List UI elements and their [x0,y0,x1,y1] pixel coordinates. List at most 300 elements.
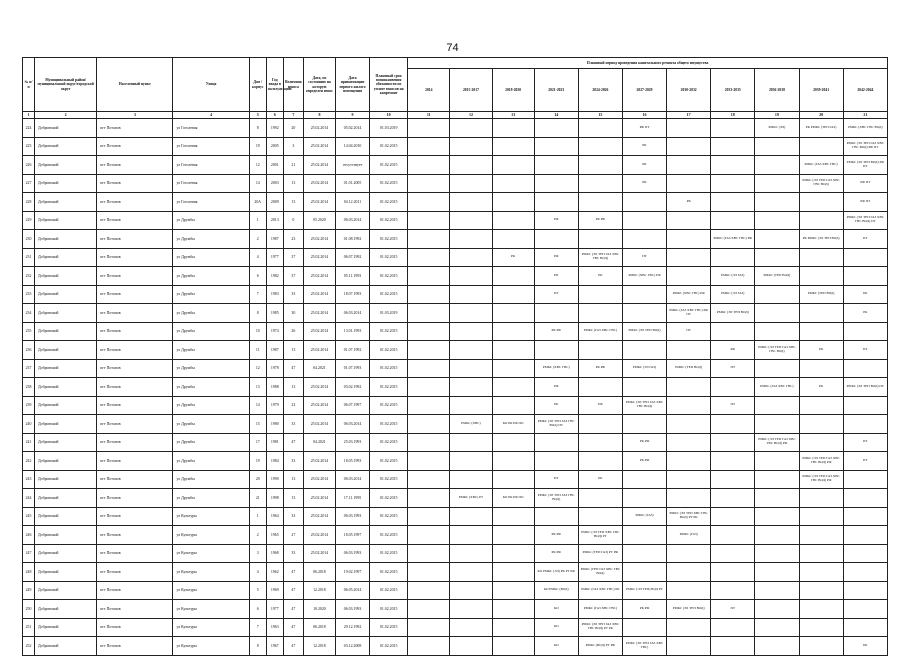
cell-num: 232 [23,267,35,286]
cell-obligation-date: 01.02.2015 [370,322,408,341]
cell-period-work [711,211,755,230]
cell-wear: 33 [283,507,303,526]
cell-period-work: РМКС (ГАЗ) [622,507,666,526]
cell-house: 4 [249,563,266,582]
cell-period-work [667,452,711,471]
cell-district: Добринский [35,507,97,526]
cell-period-work: КО [534,637,578,656]
cell-period-work: КО РК РФ ПО [492,489,534,508]
cell-settlement: пгт Потапов [97,470,173,489]
cell-period-work [450,230,492,249]
cell-period-work [408,470,450,489]
cell-period-work [755,470,799,489]
cell-num: 236 [23,341,35,360]
header-period: 2015-2017 [450,69,492,112]
cell-year-built: 2013 [266,211,283,230]
cell-num: 237 [23,359,35,378]
cell-state-date: 25.02.2014 [303,156,335,175]
cell-period-work [408,544,450,563]
cell-period-work [799,637,843,656]
cell-period-work [799,415,843,434]
cell-settlement: пгт Потапов [97,285,173,304]
cell-period-work: РМКС (ЭЛ) [755,119,799,138]
header-period: 2014 [408,69,450,112]
cell-house: 1 [249,211,266,230]
cell-period-work: РМКС (ТЕП ВОД) [667,359,711,378]
cell-state-date: 25.02.2014 [303,415,335,434]
cell-period-work: РМКС (ХВС) [450,415,492,434]
cell-period-work [622,193,666,212]
cell-period-work [450,433,492,452]
cell-period-work: РМКС (ХВС ГВС ВОД) [843,119,887,138]
cell-street: ул Дружбы [173,341,249,360]
cell-year-built: 1963 [266,618,283,637]
cell-period-work: РМКС (ГАЗ ХВС ГВС) [578,322,622,341]
cell-period-work [843,359,887,378]
cell-state-date: 25.02.2014 [303,119,335,138]
cell-period-work: РМКС (ЭЛ ТЕП ГАЗ ХВС ГВС ВОД) ПТ [843,211,887,230]
cell-privat-date: 18.05.1997 [336,526,370,545]
cell-settlement: пгт Потапов [97,637,173,656]
cell-period-work [843,248,887,267]
cell-obligation-date: 01.03.2019 [370,119,408,138]
cell-obligation-date: 01.02.2015 [370,156,408,175]
cell-period-work [534,507,578,526]
cell-period-work [622,544,666,563]
cell-house: 14 [249,174,266,193]
cell-wear: 26 [283,322,303,341]
cell-year-built: 1990 [266,470,283,489]
cell-period-work: РМКС (ЭЛ ТЕП) ВОД РТ [622,581,666,600]
cell-num: 240 [23,415,35,434]
cell-wear: 33 [283,544,303,563]
cell-obligation-date: 01.02.2015 [370,470,408,489]
cell-period-work: КО РМКС (ВОД) [534,581,578,600]
cell-period-work [450,378,492,397]
cell-house: 12 [249,156,266,175]
cell-period-work: РМКС (ТЕП ВОД) [755,267,799,286]
cell-period-work [711,119,755,138]
cell-period-work: РК РФ [578,211,622,230]
cell-period-work [667,267,711,286]
header-period: 2039-2041 [799,69,843,112]
cell-period-work [667,230,711,249]
cell-period-work [755,230,799,249]
cell-period-work [622,526,666,545]
cell-state-date: 25.02.2014 [303,489,335,508]
cell-settlement: пгт Потапов [97,489,173,508]
cell-period-work [799,211,843,230]
cell-street: ул Гоголевая [173,174,249,193]
cell-period-work [755,637,799,656]
cell-privat-date: 04.12.2011 [336,193,370,212]
cell-period-work: РК РФ [622,600,666,619]
cell-district: Добринский [35,341,97,360]
cell-period-work [843,581,887,600]
cell-period-work [408,267,450,286]
column-number: 4 [173,112,249,119]
cell-obligation-date: 01.03.2019 [370,304,408,323]
cell-num: 231 [23,248,35,267]
cell-period-work [534,156,578,175]
cell-wear: 47 [283,618,303,637]
cell-wear: 47 [283,581,303,600]
cell-obligation-date: 01.02.2015 [370,507,408,526]
cell-num: 248 [23,563,35,582]
cell-year-built: 2009 [266,193,283,212]
cell-district: Добринский [35,211,97,230]
cell-period-work [799,322,843,341]
cell-period-work: ПТ [534,285,578,304]
cell-wear: 13 [283,489,303,508]
cell-privat-date: 05.02.2014 [336,119,370,138]
cell-period-work [755,563,799,582]
cell-period-work [492,507,534,526]
cell-settlement: пгт Потапов [97,156,173,175]
cell-district: Добринский [35,137,97,156]
cell-period-work [799,248,843,267]
table-row [23,396,888,415]
cell-house: 17 [249,433,266,452]
cell-privat-date: 06.03.2014 [336,470,370,489]
cell-wear: 37 [283,248,303,267]
cell-period-work [667,396,711,415]
cell-period-work [492,433,534,452]
cell-period-work [534,230,578,249]
cell-wear: 47 [283,359,303,378]
cell-period-work [408,304,450,323]
cell-district: Добринский [35,285,97,304]
column-number: 12 [450,112,492,119]
column-number: 10 [370,112,408,119]
cell-num: 225 [23,137,35,156]
cell-period-work [799,396,843,415]
cell-period-work: РМКС (ВОД) РТ РФ [578,637,622,656]
cell-settlement: пгт Потапов [97,230,173,249]
cell-settlement: пгт Потапов [97,452,173,471]
column-number: 15 [578,112,622,119]
cell-period-work [492,137,534,156]
cell-period-work [711,581,755,600]
cell-period-work [492,119,534,138]
cell-house: 19 [249,137,266,156]
cell-district: Добринский [35,193,97,212]
cell-period-work [492,581,534,600]
cell-state-date: 25.02.2014 [303,341,335,360]
cell-period-work [711,193,755,212]
cell-obligation-date: 01.02.2015 [370,248,408,267]
cell-settlement: пгт Потапов [97,137,173,156]
cell-street: ул Гоголевая [173,156,249,175]
cell-period-work [534,452,578,471]
cell-settlement: пгт Потапов [97,119,173,138]
cell-period-work [667,470,711,489]
header-period: 2030-2032 [667,69,711,112]
cell-period-work [450,544,492,563]
cell-settlement: пгт Потапов [97,415,173,434]
cell-obligation-date: 01.02.2015 [370,174,408,193]
cell-privat-date: 18.07.1993 [336,285,370,304]
cell-year-built: 1987 [266,230,283,249]
cell-settlement: пгт Потапов [97,378,173,397]
cell-house: 8 [249,637,266,656]
cell-period-work: РМКС (ЭЛ ТЕП ГАЗ ХВС ГВС ВОД) РФ [755,433,799,452]
cell-state-date: 25.02.2014 [303,267,335,286]
cell-period-work [408,211,450,230]
cell-year-built: 1984 [266,452,283,471]
cell-obligation-date: 01.02.2015 [370,452,408,471]
cell-period-work [450,618,492,637]
cell-obligation-date: 01.02.2015 [370,563,408,582]
cell-year-built: 1968 [266,544,283,563]
cell-period-work: РК [799,378,843,397]
cell-period-work [408,174,450,193]
table-row [23,230,888,249]
cell-wear: 13 [283,174,303,193]
cell-year-built: 1985 [266,304,283,323]
cell-privat-date: отсутствует [336,156,370,175]
header-period: 2033-2035 [711,69,755,112]
cell-period-work: ПТ [711,359,755,378]
cell-house: 2 [249,230,266,249]
cell-period-work [667,119,711,138]
cell-settlement: пгт Потапов [97,304,173,323]
cell-period-work: РМКС (ЭЛ ТЕП ХВС ГВС ВОД) РТ [578,526,622,545]
cell-district: Добринский [35,322,97,341]
cell-period-work [755,489,799,508]
cell-house: 4 [249,248,266,267]
cell-period-work: РМКС (ХВС ГВС) [534,359,578,378]
cell-period-work [450,267,492,286]
cell-state-date: 25.02.2014 [303,304,335,323]
cell-house: 11 [249,341,266,360]
cell-period-work: РФ [534,378,578,397]
cell-obligation-date: 01.02.2015 [370,359,408,378]
cell-period-work [799,581,843,600]
cell-year-built: 1992 [266,119,283,138]
cell-period-work: РМКС (ГАЗ ХВС ГВС) РФ ПТ [667,304,711,323]
cell-period-work [492,322,534,341]
cell-period-work: КО РК РФ ПО [492,415,534,434]
cell-year-built: 1967 [266,637,283,656]
cell-privat-date: 18.05.1993 [336,452,370,471]
column-number: 6 [266,112,283,119]
header-street: Улица [173,58,249,112]
cell-period-work: РМКС (ХВС ГВС) РФ [667,285,711,304]
cell-num: 247 [23,544,35,563]
cell-obligation-date: 01.02.2015 [370,230,408,249]
cell-year-built: 1962 [266,563,283,582]
cell-period-work [667,637,711,656]
cell-period-work [408,452,450,471]
cell-period-work [578,285,622,304]
column-number: 5 [249,112,266,119]
cell-privat-date: 06.05.2014 [336,581,370,600]
cell-street: ул Гоголевая [173,193,249,212]
cell-obligation-date: 01.02.2015 [370,433,408,452]
cell-privat-date: 01.08.1992 [336,230,370,249]
cell-street: ул Дружбы [173,248,249,267]
cell-num: 250 [23,600,35,619]
cell-district: Добринский [35,544,97,563]
cell-num: 233 [23,285,35,304]
cell-period-work [622,304,666,323]
cell-period-work [843,489,887,508]
cell-period-work: РК [622,174,666,193]
cell-privat-date: 06.03.2014 [336,211,370,230]
cell-settlement: пгт Потапов [97,563,173,582]
cell-year-built: 1998 [266,489,283,508]
cell-period-work [711,618,755,637]
cell-period-work [534,174,578,193]
column-number: 8 [303,112,335,119]
cell-period-work: РМКС (ЭЛ ТЕП ВОД) [667,600,711,619]
cell-period-work [667,174,711,193]
cell-obligation-date: 01.02.2015 [370,618,408,637]
cell-settlement: пгт Потапов [97,600,173,619]
cell-period-work: РМКС (ГАЗ ХВС ГВС) [799,156,843,175]
cell-period-work [755,285,799,304]
cell-period-work [492,304,534,323]
cell-street: ул Культуры [173,637,249,656]
cell-period-work [408,285,450,304]
repair-schedule-table [22,57,888,656]
cell-period-work [408,341,450,360]
cell-district: Добринский [35,248,97,267]
cell-period-work [408,637,450,656]
cell-period-work [755,415,799,434]
cell-period-work [799,304,843,323]
cell-period-work: РМКС (ЭЛ ТЕП ВОД) [622,322,666,341]
cell-period-work [450,452,492,471]
cell-obligation-date: 01.02.2015 [370,544,408,563]
cell-period-work: КО [534,618,578,637]
cell-settlement: пгт Потапов [97,341,173,360]
cell-wear: 47 [283,600,303,619]
cell-privat-date: 06.03.2014 [336,415,370,434]
cell-num: 224 [23,119,35,138]
cell-period-work [450,248,492,267]
cell-period-work [843,600,887,619]
cell-district: Добринский [35,156,97,175]
cell-wear: 30 [283,304,303,323]
cell-period-work [492,637,534,656]
column-number: 19 [755,112,799,119]
cell-state-date: 25.02.2014 [303,452,335,471]
cell-period-work [799,433,843,452]
table-header [23,58,888,119]
table-row [23,267,888,286]
cell-wear: 33 [283,415,303,434]
cell-period-work: РМКС (ЭЛ ТЕП ХВС ГВС ВОД) РТ РК [667,507,711,526]
cell-wear: 13 [283,341,303,360]
cell-house: 1 [249,507,266,526]
cell-period-work: ПТ [843,230,887,249]
cell-period-work: РК РМКС (ЭЛ ТЕП ВОД) [799,230,843,249]
table-row [23,174,888,193]
cell-period-work [711,563,755,582]
cell-period-work: РК [799,341,843,360]
cell-period-work: РМКС (ЭЛ ТЕП ГАЗ ХВС ГВС ВОД) РТ РК [578,618,622,637]
cell-period-work [667,581,711,600]
table-body [23,119,888,656]
cell-num: 251 [23,618,35,637]
header-period-title: Плановый период проведения капитального ремонта общего имущества [408,58,888,69]
cell-period-work [622,470,666,489]
cell-wear: 33 [283,285,303,304]
cell-period-work [755,396,799,415]
cell-period-work: РМКС (ЭЛ ТЕП ГАЗ ХВС ГВС ВОД) [578,248,622,267]
cell-privat-date: 06.03.1993 [336,600,370,619]
cell-period-work [711,526,755,545]
cell-period-work [843,415,887,434]
cell-period-work [578,452,622,471]
cell-settlement: пгт Потапов [97,174,173,193]
table-row [23,618,888,637]
cell-state-date: 25.02.2014 [303,544,335,563]
cell-district: Добринский [35,415,97,434]
cell-period-work: РМКС (ЭЛ ТЕП ГАЗ ХВС ГВС ВОД) [755,341,799,360]
cell-period-work [622,563,666,582]
cell-period-work [843,526,887,545]
cell-street: ул Дружбы [173,452,249,471]
cell-num: 229 [23,211,35,230]
cell-period-work: РФ [711,341,755,360]
header-district: Муниципальный район/ муниципальный округ/городской округ [35,58,97,112]
cell-period-work: РК [622,137,666,156]
cell-obligation-date: 01.02.2015 [370,526,408,545]
cell-period-work [534,137,578,156]
cell-state-date: 25.02.2014 [303,248,335,267]
cell-period-work [578,433,622,452]
cell-period-work [755,211,799,230]
cell-period-work [711,415,755,434]
cell-period-work [450,526,492,545]
cell-state-date: 05.2020 [303,211,335,230]
cell-period-work [711,507,755,526]
cell-period-work [799,489,843,508]
cell-state-date: 06.2018 [303,618,335,637]
cell-num: 245 [23,507,35,526]
column-number: 7 [283,112,303,119]
cell-settlement: пгт Потапов [97,322,173,341]
column-number: 16 [622,112,666,119]
cell-state-date: 12.2018 [303,581,335,600]
cell-year-built: 1980 [266,415,283,434]
cell-period-work [578,156,622,175]
cell-settlement: пгт Потапов [97,211,173,230]
cell-period-work [711,433,755,452]
cell-street: ул Дружбы [173,211,249,230]
header-settlement: Населенный пункт [97,58,173,112]
cell-period-work: РК РФ [534,526,578,545]
table-row [23,304,888,323]
header-period: 2042-2044 [843,69,887,112]
cell-period-work [667,618,711,637]
cell-period-work: РК [578,267,622,286]
cell-period-work [450,285,492,304]
cell-district: Добринский [35,359,97,378]
cell-period-work: РМКС (ХВС) РТ [450,489,492,508]
cell-period-work: РМКС (ГАЗ ХВС ГВС) [755,378,799,397]
cell-district: Добринский [35,600,97,619]
cell-period-work [534,119,578,138]
cell-street: ул Дружбы [173,230,249,249]
cell-wear: 27 [283,526,303,545]
cell-period-work [578,137,622,156]
cell-privat-date: 29.12.1992 [336,618,370,637]
cell-house: 21 [249,489,266,508]
